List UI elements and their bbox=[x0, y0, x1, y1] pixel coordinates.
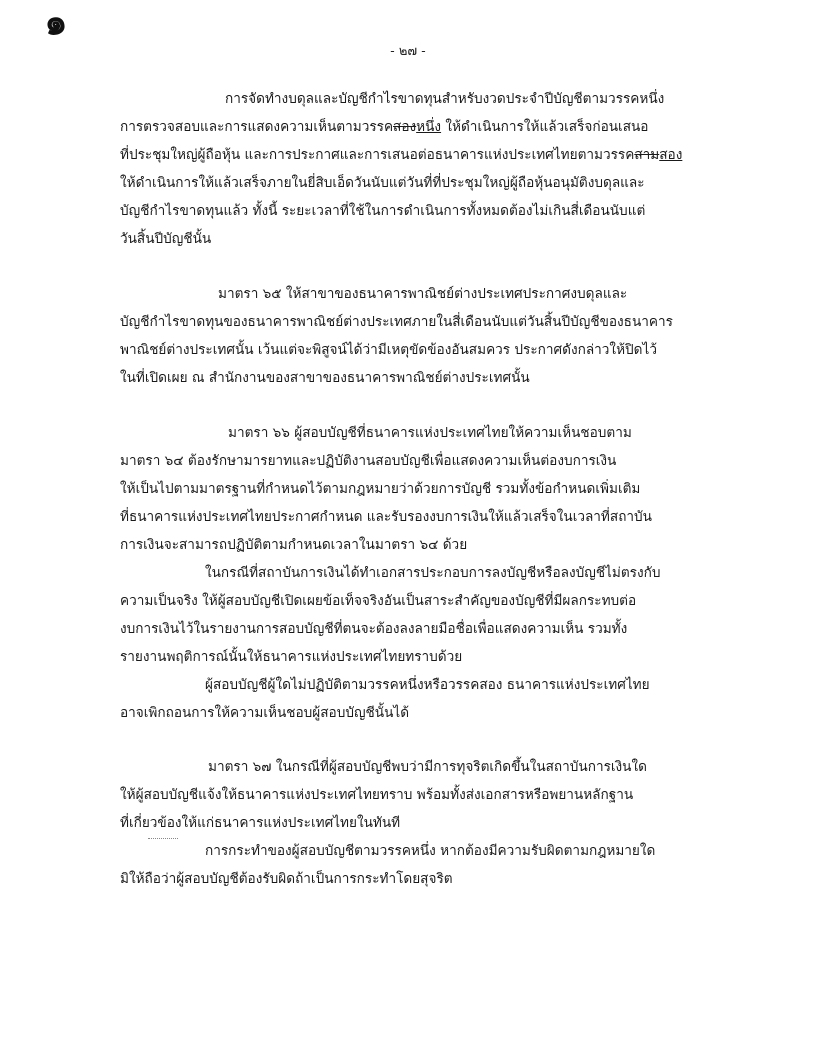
handwritten-corner-mark: ๑ bbox=[41, 0, 70, 45]
scan-speck bbox=[148, 838, 178, 842]
paragraph-line bbox=[120, 146, 682, 164]
struck-text: สอง bbox=[393, 119, 417, 135]
text-segment: วันสิ้นปีบัญชีนั้น bbox=[120, 231, 212, 247]
text-segment: ในที่เปิดเผย ณ สำนักงานของสาขาของธนาคารพาณิชย์ต่างประเทศนั้น bbox=[120, 370, 530, 386]
paragraph-line bbox=[120, 648, 462, 666]
paragraph-line bbox=[228, 424, 632, 442]
text-segment: รายงานพฤติการณ์นั้นให้ธนาคารแห่งประเทศไทยทราบด้วย bbox=[120, 649, 463, 665]
text-segment: การกระทำของผู้สอบบัญชีตามวรรคหนึ่ง หากต้องมีความรับผิดตามกฎหมายใด bbox=[205, 843, 656, 859]
text-segment: ให้ดำเนินการให้แล้วเสร็จภายในยี่สิบเอ็ดวันนับแต่วันที่ที่ประชุมใหญ่ผู้ถือหุ้นอนุมัติงบดุลและ bbox=[120, 175, 645, 191]
paragraph-line bbox=[120, 452, 616, 470]
paragraph-line bbox=[120, 341, 657, 359]
text-segment: ให้เป็นไปตามมาตรฐานที่กำหนดไว้ตามกฎหมายว่าด้วยการบัญชี รวมทั้งข้อกำหนดเพิ่มเติม bbox=[120, 481, 641, 497]
text-segment: งบการเงินไว้ในรายงานการสอบบัญชีที่ตนจะต้องลงลายมือชื่อเพื่อแสดงความเห็น รวมทั้ง bbox=[120, 621, 628, 637]
text-segment: ให้ผู้สอบบัญชีแจ้งให้ธนาคารแห่งประเทศไทยทราบ พร้อมทั้งส่งเอกสารหรือพยานหลักฐาน bbox=[120, 787, 634, 803]
struck-text: สาม bbox=[634, 147, 660, 163]
text-segment: ในกรณีที่สถาบันการเงินได้ทำเอกสารประกอบการลงบัญชีหรือลงบัญชีไม่ตรงกับ bbox=[205, 565, 661, 581]
paragraph-line bbox=[120, 480, 640, 498]
text-segment: มาตรา ๖๔ ต้องรักษามารยาทและปฏิบัติงานสอบบัญชีเพื่อแสดงความเห็นต่องบการเงิน bbox=[120, 453, 617, 469]
paragraph-line bbox=[120, 118, 648, 136]
underlined-text: สอง bbox=[659, 147, 683, 163]
paragraph-line bbox=[225, 90, 664, 108]
paragraph-line bbox=[120, 369, 530, 387]
paragraph-line bbox=[120, 230, 211, 248]
text-segment: อาจเพิกถอนการให้ความเห็นชอบผู้สอบบัญชีนั้นได้ bbox=[120, 705, 410, 721]
paragraph-line bbox=[218, 285, 627, 303]
text-segment: ผู้สอบบัญชีผู้ใดไม่ปฏิบัติตามวรรคหนึ่งหรือวรรคสอง ธนาคารแห่งประเทศไทย bbox=[205, 677, 650, 693]
text-segment: มาตรา ๖๖ ผู้สอบบัญชีที่ธนาคารแห่งประเทศไทยให้ความเห็นชอบตาม bbox=[228, 425, 632, 441]
paragraph-line bbox=[120, 704, 409, 722]
paragraph-line bbox=[208, 758, 647, 776]
paragraph-line bbox=[120, 620, 627, 638]
text-segment: การจัดทำงบดุลและบัญชีกำไรขาดทุนสำหรับงวดประจำปีบัญชีตามวรรคหนึ่ง bbox=[225, 91, 665, 107]
text-segment: มาตรา ๖๕ ให้สาขาของธนาคารพาณิชย์ต่างประเทศประกาศงบดุลและ bbox=[218, 286, 628, 302]
text-segment: บัญชีกำไรขาดทุนแล้ว ทั้งนี้ ระยะเวลาที่ใช้ในการดำเนินการทั้งหมดต้องไม่เกินสี่เดือนนับแต่ bbox=[120, 203, 646, 219]
text-segment: ที่เกี่ยวข้องให้แก่ธนาคารแห่งประเทศไทยในทันที bbox=[120, 815, 401, 831]
paragraph-line bbox=[205, 842, 655, 860]
text-segment: มิให้ถือว่าผู้สอบบัญชีต้องรับผิดถ้าเป็นการกระทำโดยสุจริต bbox=[120, 871, 453, 887]
paragraph-line bbox=[205, 564, 660, 582]
paragraph-line bbox=[120, 536, 467, 554]
text-segment: การตรวจสอบและการแสดงความเห็นตามวรรค bbox=[120, 119, 394, 135]
text-segment: ที่ประชุมใหญ่ผู้ถือหุ้น และการประกาศและการเสนอต่อธนาคารแห่งประเทศไทยตามวรรค bbox=[120, 147, 635, 163]
paragraph-line bbox=[120, 202, 645, 220]
text-segment: ที่ธนาคารแห่งประเทศไทยประกาศกำหนด และรับรองงบการเงินให้แล้วเสร็จในเวลาที่สถาบัน bbox=[120, 509, 652, 525]
paragraph-line bbox=[120, 870, 453, 888]
paragraph-line bbox=[120, 508, 652, 526]
text-segment: มาตรา ๖๗ ในกรณีที่ผู้สอบบัญชีพบว่ามีการทุจริตเกิดขึ้นในสถาบันการเงินใด bbox=[208, 759, 647, 775]
text-segment: บัญชีกำไรขาดทุนของธนาคารพาณิชย์ต่างประเทศภายในสี่เดือนนับแต่วันสิ้นปีบัญชีของธนาคาร bbox=[120, 314, 673, 330]
paragraph-line bbox=[205, 676, 650, 694]
text-segment: ความเป็นจริง ให้ผู้สอบบัญชีเปิดเผยข้อเท็จจริงอันเป็นสาระสำคัญของบัญชีที่มีผลกระทบต่อ bbox=[120, 593, 637, 609]
paragraph-line bbox=[120, 786, 633, 804]
text-segment: ให้ดำเนินการให้แล้วเสร็จก่อนเสนอ bbox=[441, 119, 649, 135]
underlined-text: หนึ่ง bbox=[416, 119, 442, 135]
paragraph-line bbox=[120, 814, 400, 832]
page-number: - ๒๗ - bbox=[390, 44, 426, 59]
paragraph-line bbox=[120, 592, 636, 610]
paragraph-line bbox=[120, 313, 673, 331]
paragraph-line bbox=[120, 174, 645, 192]
text-segment: พาณิชย์ต่างประเทศนั้น เว้นแต่จะพิสูจน์ได้ว่ามีเหตุขัดข้องอันสมควร ประกาศดังกล่าวให้ปิดไว้ bbox=[120, 342, 657, 358]
text-segment: การเงินจะสามารถปฏิบัติตามกำหนดเวลาในมาตรา ๖๔ ด้วย bbox=[120, 537, 468, 553]
